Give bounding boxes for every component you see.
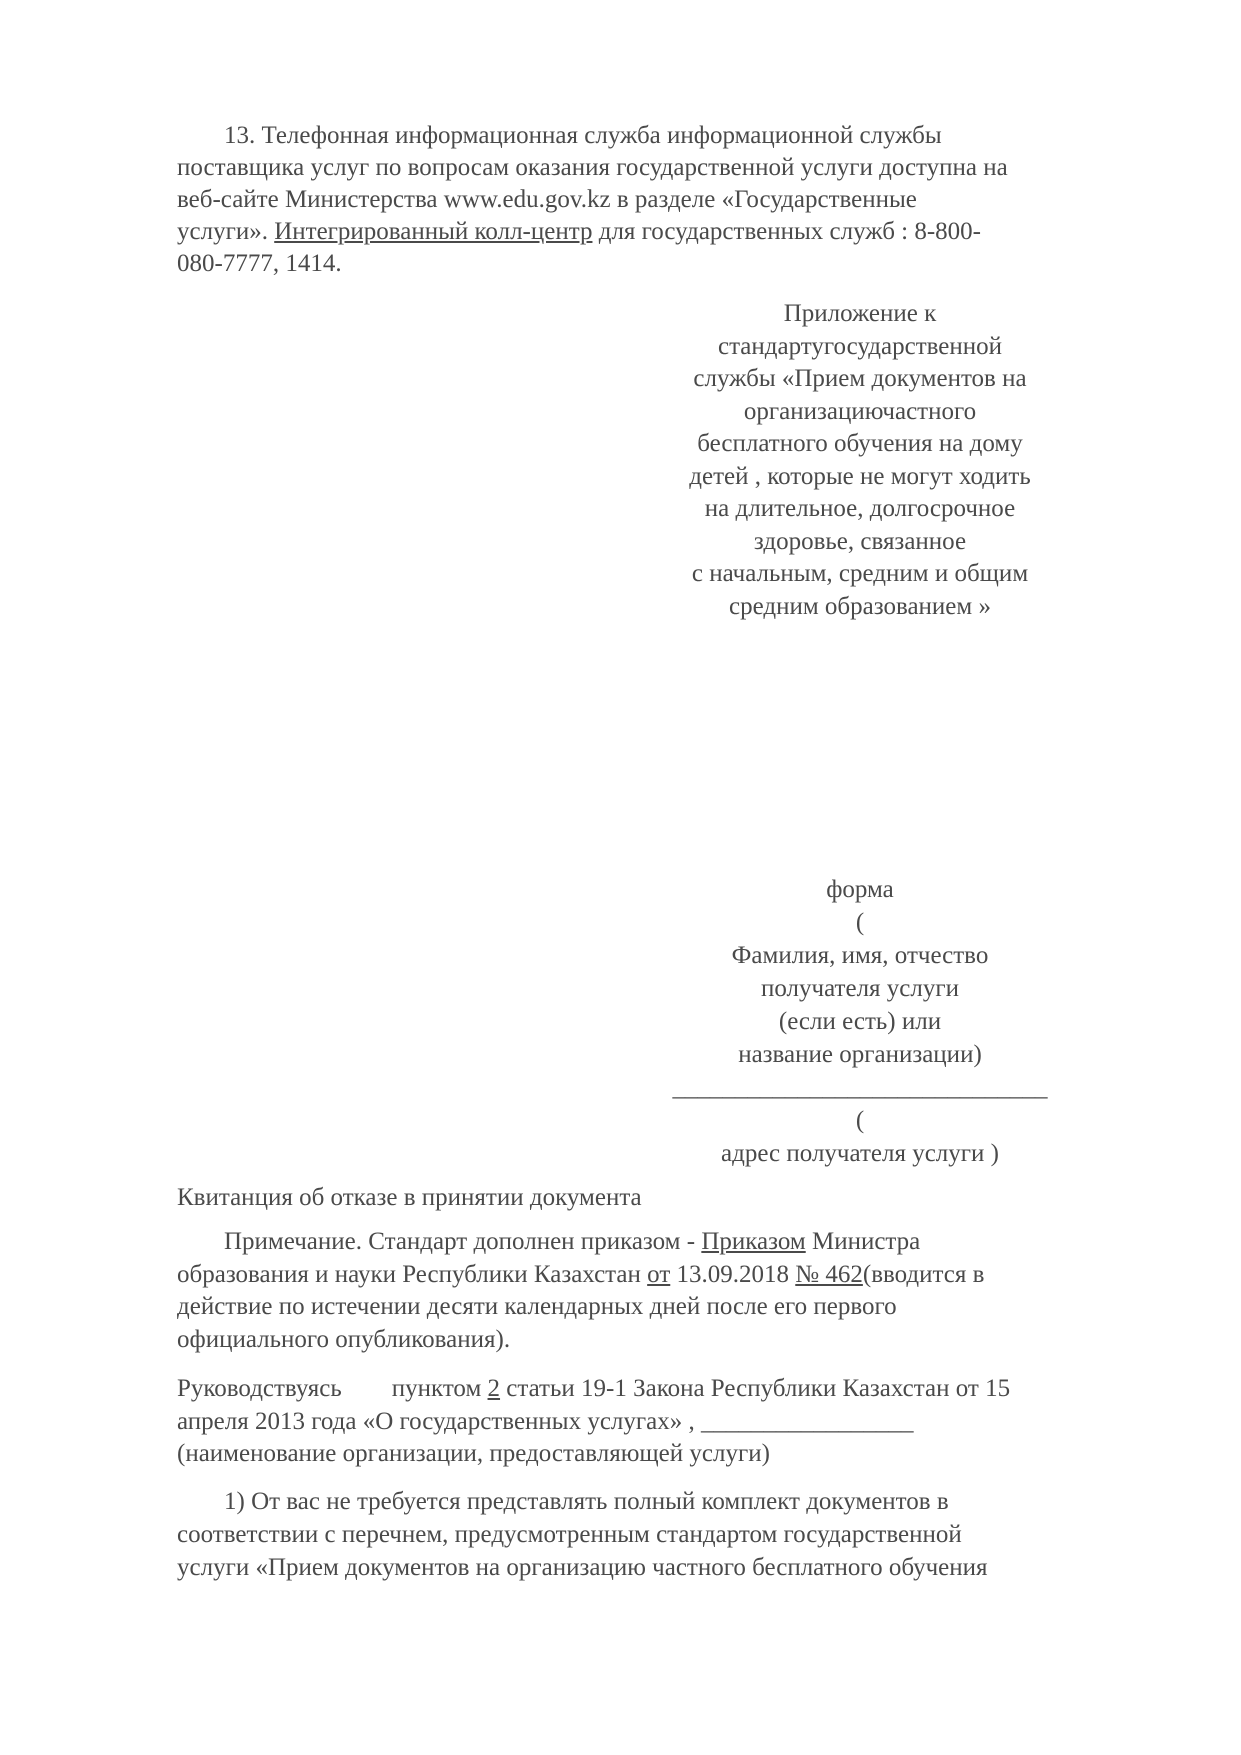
recipient-line: название организации) [738, 1041, 982, 1068]
text-line [177, 1226, 1157, 1259]
receipt-title-text: Квитанция об отказе в принятии документа [177, 1184, 642, 1211]
item-1-paragraph [177, 1485, 1157, 1584]
order-number-link[interactable]: № 462 [795, 1260, 863, 1288]
text-line: 13. Телефонная информационная служба информационной службы [224, 122, 942, 149]
paragraph-13 [177, 120, 1157, 280]
appendix-line: организациючастного [743, 397, 977, 425]
recipient-line: получателя услуги [761, 975, 959, 1002]
paren-open: ( [855, 1107, 865, 1134]
appendix-line: здоровье, связанное [753, 527, 967, 555]
appendix-line: средним образованием » [729, 592, 991, 620]
recipient-line: (если есть) или [778, 1008, 942, 1035]
form-recipient-block [600, 873, 1120, 1170]
recipient-line: Фамилия, имя, отчество [731, 942, 989, 969]
appendix-line: с начальным, средним и общим [691, 560, 1029, 587]
receipt-title [177, 1182, 1157, 1214]
appendix-line: Приложение к [783, 300, 937, 327]
appendix-heading [600, 298, 1120, 623]
paren-open: ( [855, 909, 865, 936]
text-fragment: услуги». [177, 218, 275, 245]
guidance-paragraph [177, 1373, 1157, 1471]
text-fragment: для государственных служб : 8-800- [592, 218, 982, 245]
blank-underline: ______________________________ [672, 1074, 1048, 1101]
text-line: официального опубликования). [177, 1325, 511, 1353]
call-center-link[interactable]: Интегрированный колл-центр [274, 218, 593, 245]
address-line: адрес получателя услуги ) [721, 1140, 999, 1167]
order-link[interactable]: Приказом [701, 1228, 806, 1255]
text-fragment: образования и науки Республики Казахстан [177, 1260, 648, 1288]
text-line [177, 1373, 1157, 1406]
text-fragment: 13.09.2018 [670, 1260, 796, 1288]
text-fragment: (вводится в [862, 1260, 985, 1288]
text-fragment: Руководствуясь пунктом [177, 1375, 488, 1402]
text-line: апреля 2013 года «О государственных услугах» , _________________ [177, 1407, 914, 1435]
text-line: услуги «Прием документов на организацию частного бесплатного обучения [177, 1554, 988, 1581]
text-line: (наименование организации, предоставляющей услуги) [177, 1440, 770, 1467]
date-link[interactable]: от [647, 1260, 671, 1288]
text-line: 1) От вас не требуется представлять полный комплект документов в [224, 1488, 949, 1515]
note-paragraph [177, 1226, 1157, 1356]
form-label: форма [826, 876, 894, 903]
text-line: веб-сайте Министерства www.edu.gov.kz в разделе «Государственные [177, 186, 917, 213]
text-line [177, 216, 1157, 248]
text-line: поставщика услуг по вопросам оказания государственной услуги доступна на [177, 154, 1008, 181]
text-fragment: статьи 19-1 Закона Республики Казахстан от 15 [500, 1375, 1011, 1402]
text-line: 080-7777, 1414. [177, 250, 342, 277]
text-line [177, 1259, 1157, 1292]
appendix-line: на длительное, долгосрочное [704, 495, 1016, 522]
text-line: соответствии с перечнем, предусмотренным стандартом государственной [177, 1521, 962, 1548]
appendix-line: бесплатного обучения на дому [697, 430, 1023, 457]
text-line: действие по истечении десяти календарных дней после его первого [177, 1293, 897, 1320]
text-fragment: Министра [805, 1228, 921, 1255]
appendix-line: детей , которые не могут ходить [689, 462, 1031, 490]
appendix-line: службы «Прием документов на [693, 365, 1027, 392]
appendix-line: стандартугосударственной [717, 332, 1003, 360]
text-fragment: Примечание. Стандарт дополнен приказом - [224, 1228, 702, 1255]
clause-link[interactable]: 2 [487, 1375, 501, 1402]
